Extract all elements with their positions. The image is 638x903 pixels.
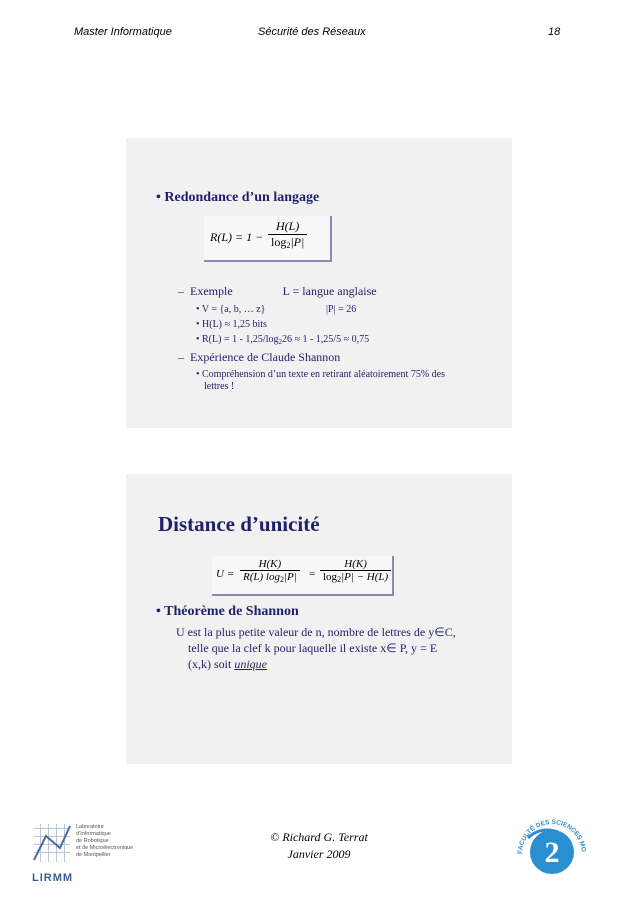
- lirmm-grid-icon: [30, 822, 74, 870]
- bullet: •: [156, 190, 161, 205]
- shannon-experiment-line: – Expérience de Claude Shannon: [178, 350, 341, 364]
- slide1-title: [156, 190, 319, 206]
- formula-lhs: U =: [216, 568, 235, 580]
- example-item-3: • $R(L) = 1 - 1,25/\log_226 \approx 1 - 1,25/5 \approx 0,75$: [196, 334, 370, 346]
- faculty-seal-icon: [510, 808, 594, 892]
- header-subject: Sécurité des Réseaux: [258, 26, 366, 38]
- theorem-line-2: telle que la clef k pour laquelle il existe x∈ P, y = E: [188, 641, 438, 655]
- formula-denominator: $\log_2|P|$: [271, 235, 305, 250]
- footer-date: Janvier 2009: [287, 847, 351, 861]
- example-item-1: • V = {a, b, … z} |P| = 26: [196, 304, 357, 315]
- theorem-text: [176, 624, 506, 672]
- formula-fraction-2: $\frac{H(K)}{\log_2|P| - H(L)}$: [320, 558, 391, 584]
- shannon-experiment-item: • Compréhension d’un texte en retirant aléatoirement 75% des lettres !: [196, 369, 445, 392]
- example-label: Exemple: [190, 284, 233, 298]
- example-item-2: • H(L) ≈ 1,25 bits: [196, 319, 267, 330]
- faculty-arc-text: FACULTÉ DES SCIENCES MO: [516, 818, 587, 855]
- lirmm-lab-text: Laboratoire d’Informatique de Robotique et de Microélectronique de Montpellier: [76, 824, 134, 858]
- title-text: Redondance d’un langage: [164, 190, 320, 205]
- formula-fraction-1: $\frac{H(K)}{R(L) \log_2|P|}$: [240, 558, 300, 584]
- theorem-title: • Théorème de Shannon: [156, 604, 299, 619]
- lirmm-name: LIRMM: [32, 872, 74, 884]
- formula-fraction: [268, 219, 307, 250]
- faculty-logo: [510, 808, 594, 892]
- unicity-formula: [212, 556, 394, 596]
- example-line: – Exemple L = langue anglaise: [178, 284, 377, 298]
- theorem-line-3: (x,k) soit unique: [188, 657, 268, 671]
- faculty-digit: 2: [544, 836, 560, 869]
- page-number: 18: [548, 26, 561, 38]
- redundancy-formula: [204, 216, 332, 262]
- lirmm-logo: [30, 822, 142, 888]
- header-course: Master Informatique: [74, 26, 172, 38]
- slide-distance-unicite: [126, 474, 512, 764]
- formula-lhs: R(L) = 1 −: [210, 230, 264, 244]
- formula-equals: =: [309, 568, 316, 580]
- slide2-title: Distance d’unicité: [158, 512, 320, 536]
- theorem-line-1: U est la plus petite valeur de n, nombre de lettres de y∈C,: [176, 625, 456, 639]
- example-value: L = langue anglaise: [282, 284, 377, 298]
- slide-redondance: [126, 138, 512, 428]
- footer-copyright: © Richard G. Terrat: [270, 830, 368, 844]
- formula-numerator: H(L): [268, 219, 307, 235]
